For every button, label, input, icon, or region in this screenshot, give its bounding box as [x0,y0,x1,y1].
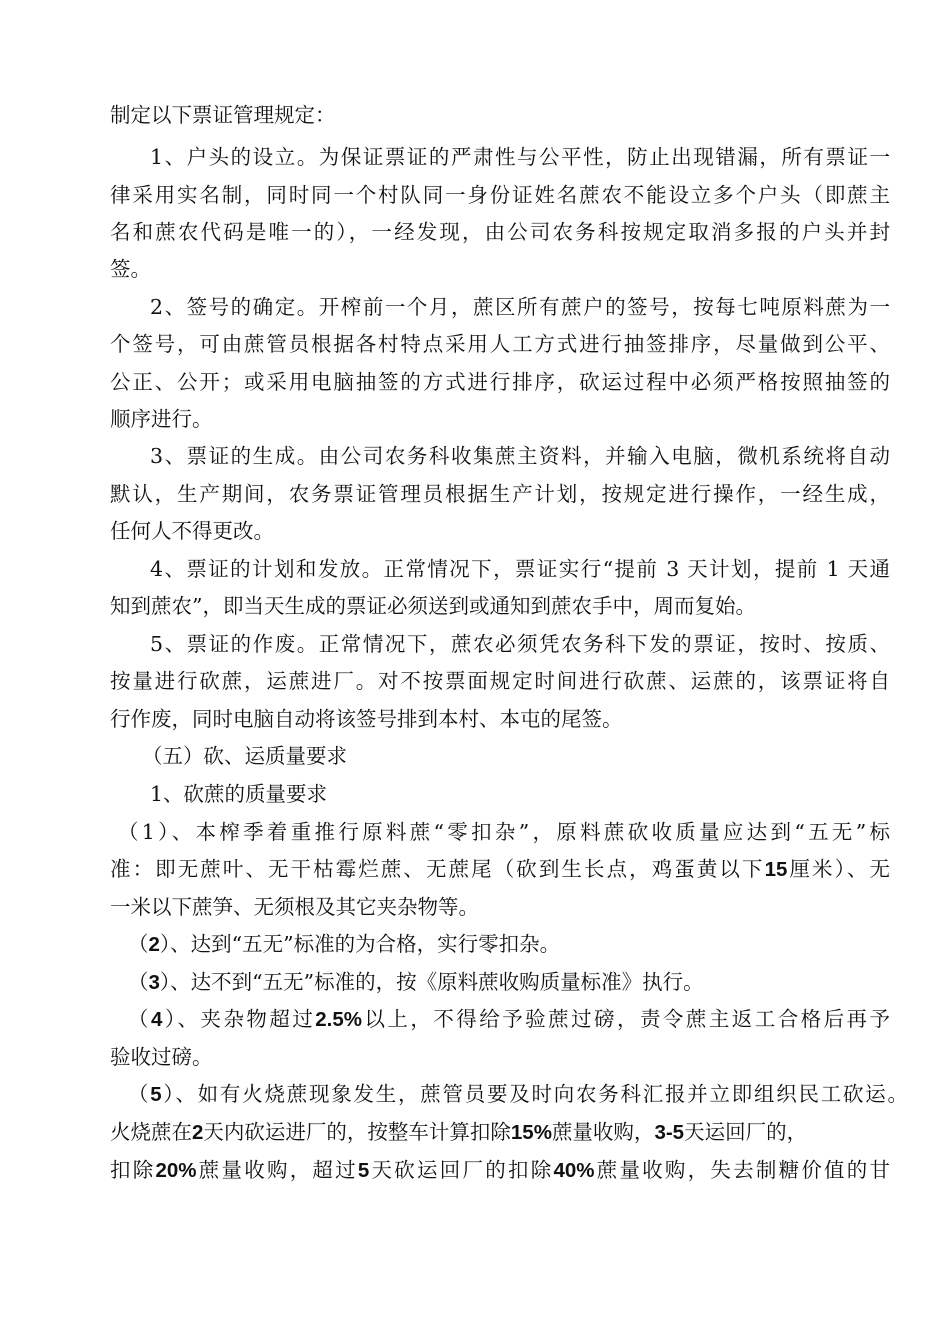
req-5-line-2: 火烧蔗在2天内砍运进厂的，按整车计算扣除15%蔗量收购，3-5天运回厂的， [110,1120,808,1144]
item-3-line-1: 3、票证的生成。由公司农务科收集蔗主资料，并输入电脑，微机系统将自动 [150,444,890,468]
req-1-line-1: （1）、本榨季着重推行原料蔗“零扣杂”，原料蔗砍收质量应达到“五无”标 [118,820,890,844]
item-1-line-1: 1、户头的设立。为保证票证的严肃性与公平性，防止出现错漏，所有票证一 [150,145,890,169]
req-1-line-2: 准：即无蔗叶、无干枯霉烂蔗、无蔗尾（砍到生长点，鸡蛋黄以下15厘米）、无 [110,857,890,881]
req-4-line-1: （4）、夹杂物超过2.5%以上，不得给予验蔗过磅，责令蔗主返工合格后再予 [128,1007,891,1031]
subsection-heading-1: 1、砍蔗的质量要求 [150,782,328,806]
req-5-line-1: （5）、如有火烧蔗现象发生，蔗管员要及时向农务科汇报并立即组织民工砍运。 [128,1082,909,1106]
item-5-line-2: 按量进行砍蔗，运蔗进厂。对不按票面规定时间进行砍蔗、运蔗的，该票证将自 [110,669,890,693]
item-5-line-3: 行作废，同时电脑自动将该签号排到本村、本屯的尾签。 [110,707,623,731]
req-5-line-3: 扣除20%蔗量收购，超过5天砍运回厂的扣除40%蔗量收购，失去制糖价值的甘 [110,1158,891,1182]
req-1-line-3: 一米以下蔗笋、无须根及其它夹杂物等。 [110,895,479,919]
item-4-line-1: 4、票证的计划和发放。正常情况下，票证实行“提前 3 天计划，提前 1 天通 [150,557,890,581]
item-1-line-3: 名和蔗农代码是唯一的），一经发现，由公司农务科按规定取消多报的户头并封 [110,220,890,244]
item-1-line-2: 律采用实名制，同时同一个村队同一身份证姓名蔗农不能设立多个户头（即蔗主 [110,183,890,207]
item-1-line-4: 签。 [110,257,151,281]
item-2-line-1: 2、签号的确定。开榨前一个月，蔗区所有蔗户的签号，按每七吨原料蔗为一 [150,295,890,319]
item-3-line-2: 默认，生产期间，农务票证管理员根据生产计划，按规定进行操作，一经生成， [110,482,890,506]
req-3-line-1: （3）、达不到“五无”标准的，按《原料蔗收购质量标准》执行。 [128,970,704,994]
item-2-line-3: 公正、公开；或采用电脑抽签的方式进行排序，砍运过程中必须严格按照抽签的 [110,370,890,394]
section-heading-five: （五）砍、运质量要求 [142,744,347,768]
item-5-line-1: 5、票证的作废。正常情况下，蔗农必须凭农务科下发的票证，按时、按质、 [150,632,890,656]
item-3-line-3: 任何人不得更改。 [110,519,274,543]
req-2-line-1: （2）、达到“五无”标准的为合格，实行零扣杂。 [128,932,561,956]
item-4-line-2: 知到蔗农”，即当天生成的票证必须送到或通知到蔗农手中，周而复始。 [110,594,756,618]
req-4-line-2: 验收过磅。 [110,1045,213,1069]
paragraph-intro: 制定以下票证管理规定： [110,103,336,127]
item-2-line-2: 个签号，可由蔗管员根据各村特点采用人工方式进行抽签排序，尽量做到公平、 [110,332,890,356]
item-2-line-4: 顺序进行。 [110,407,213,431]
